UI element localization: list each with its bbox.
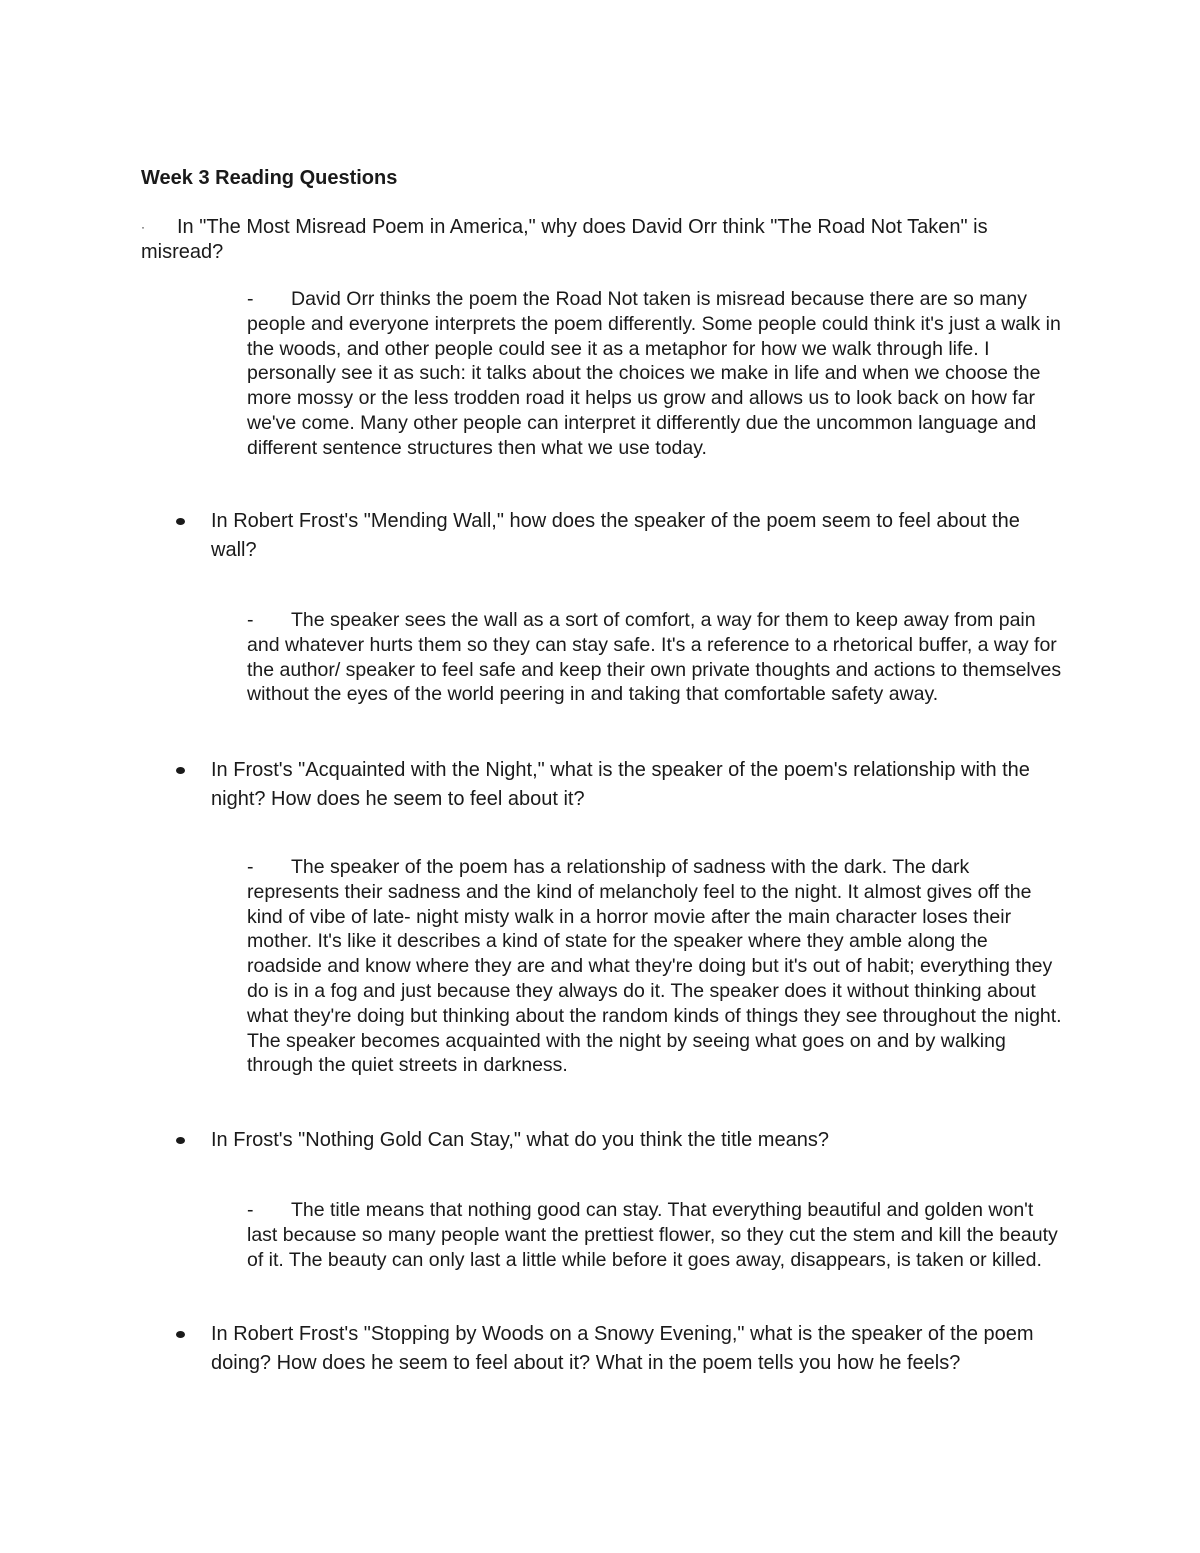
page-title: Week 3 Reading Questions	[141, 167, 398, 189]
answer-3-text: The speaker of the poem has a relationship of sadness with the dark. The dark represents their sadness and the kind of melancholy feel to the night. It almost gives off the kind of vibe of late- night misty walk in a horror movie after the main character loses their mother. It's like it describes a kind of state for the speaker where they amble along the roadside and know where they are and what they're doing but it's out of habit; everything they do is in a fog and just because they always do it. The speaker does it without thinking about what they're doing but thinking about the random kinds of things they see throughout the night. The speaker becomes acquainted with the night by seeing what goes on and by walking through the quiet streets in darkness.	[247, 856, 1062, 1077]
answer-2-marker: -	[247, 609, 254, 631]
question-5-text: In Robert Frost's "Stopping by Woods on a Snowy Evening," what is the speaker of the poem doing? How does he seem to feel about it? What in the poem tells you how he feels?	[211, 1323, 1034, 1374]
question-1-marker: ·	[141, 220, 145, 235]
answer-3-marker: -	[247, 856, 254, 878]
question-1	[141, 215, 1061, 265]
question-3-text: In Frost's "Acquainted with the Night," what is the speaker of the poem's relationship with the night? How does he seem to feel about it?	[211, 759, 1030, 810]
question-2	[176, 507, 1066, 565]
answer-4-text: The title means that nothing good can stay. That everything beautiful and golden won't last because so many people want the prettiest flower, so they cut the stem and kill the beauty of it. The beauty can only last a little while before it goes away, disappears, is taken or killed.	[247, 1199, 1058, 1271]
question-4-text: In Frost's "Nothing Gold Can Stay," what do you think the title means?	[211, 1129, 829, 1151]
bullet-icon	[176, 518, 185, 525]
question-2-text: In Robert Frost's "Mending Wall," how does the speaker of the poem seem to feel about the wall?	[211, 510, 1020, 561]
bullet-icon	[176, 1137, 185, 1144]
question-4	[176, 1126, 1066, 1155]
answer-4	[247, 1198, 1062, 1272]
answer-1-text: David Orr thinks the poem the Road Not taken is misread because there are so many people and everyone interprets the poem differently. Some people could think it's just a walk in the woods, and other people could see it as a metaphor for how we walk through life. I personally see it as such: it talks about the choices we make in life and when we choose the more mossy or the less trodden road it helps us grow and allows us to look back on how far we've come. Many other people can interpret it differently due the uncommon language and different sentence structures then what we use today.	[247, 288, 1061, 459]
question-5	[176, 1320, 1066, 1378]
answer-1	[247, 287, 1062, 461]
question-1-text: In "The Most Misread Poem in America," why does David Orr think "The Road Not Taken" is misread?	[141, 216, 988, 264]
answer-3	[247, 855, 1062, 1078]
bullet-icon	[176, 767, 185, 774]
question-3	[176, 756, 1066, 814]
answer-2	[247, 608, 1062, 707]
answer-4-marker: -	[247, 1199, 254, 1221]
bullet-icon	[176, 1331, 185, 1338]
answer-1-marker: -	[247, 288, 254, 310]
answer-2-text: The speaker sees the wall as a sort of comfort, a way for them to keep away from pain and whatever hurts them so they can stay safe. It's a reference to a rhetorical buffer, a way for the author/ speaker to feel safe and keep their own private thoughts and actions to themselves without the eyes of the world peering in and taking that comfortable safety away.	[247, 609, 1062, 706]
